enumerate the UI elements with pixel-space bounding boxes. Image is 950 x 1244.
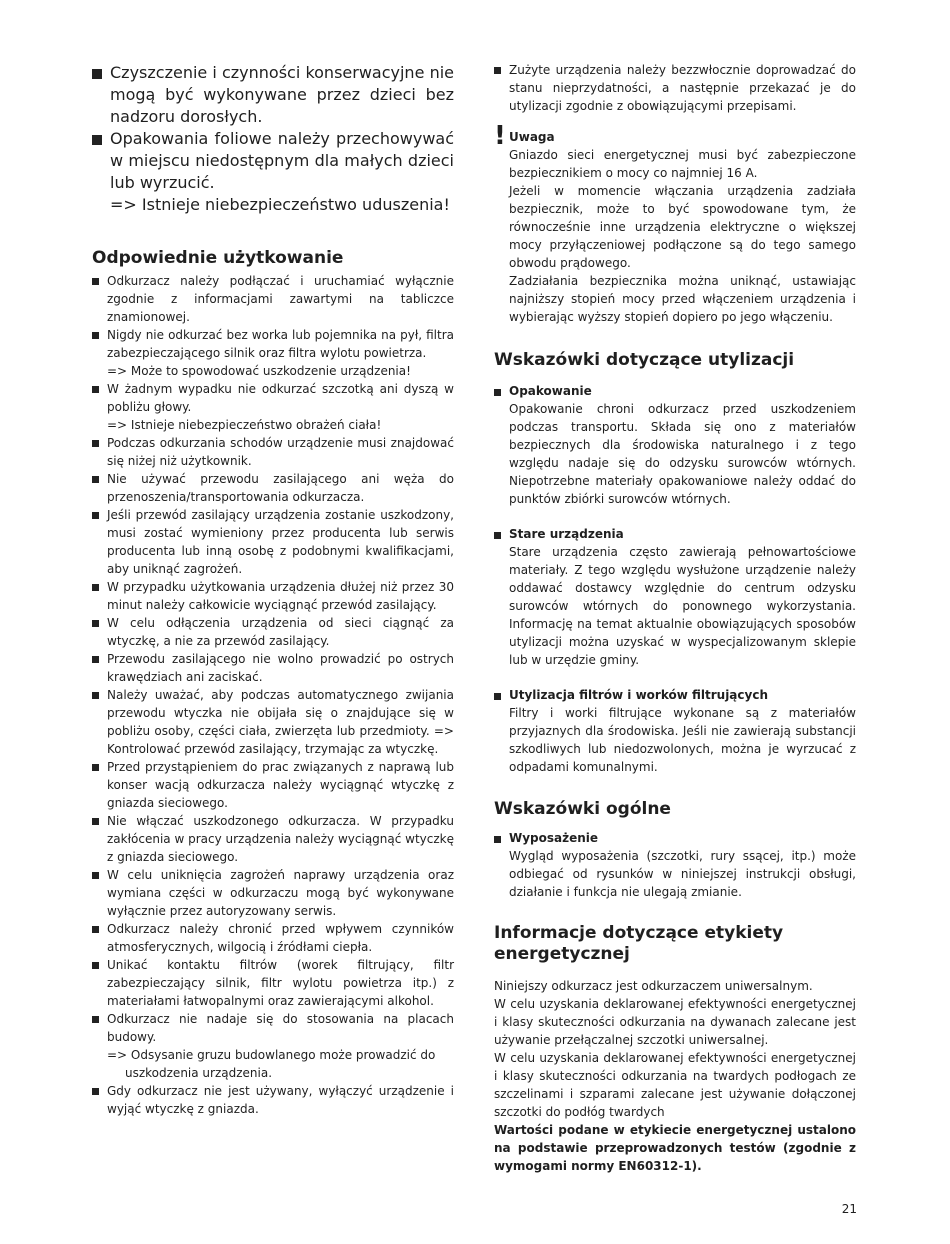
- bullet-square-icon: [494, 693, 501, 700]
- bullet-square-icon: [92, 386, 99, 393]
- list-item: W celu odłączenia urządzenia od sieci ciągnąć za wtyczkę, a nie za przewód zasilający.: [92, 614, 454, 650]
- section-title-usage: Odpowiednie użytkowanie: [92, 248, 344, 268]
- disposal-item: Opakowanie Opakowanie chroni odkurzacz przed uszkodzeniem podczas transportu. Składa się ono z materiałów bezpiecznych dla środowiska naturalnego i z tego względu nadaje się do odzysku surowców wtórnych. Niepotrzebne materiały opakowaniowe należy oddać do punktów zbiórki surowców wtórnych.: [494, 383, 856, 508]
- bullet-square-icon: [92, 332, 99, 339]
- bullet-square-icon: [92, 512, 99, 519]
- usage-list: [92, 272, 454, 1118]
- list-item: Odkurzacz należy chronić przed wpływem czynników atmosferycznych, wilgocią i źródłami ciepła.: [92, 920, 454, 956]
- bullet-square-icon: [92, 926, 99, 933]
- list-item: Gdy odkurzacz nie jest używany, wyłączyć urządzenie i wyjąć wtyczkę z gniazda.: [92, 1082, 454, 1118]
- general-item: Wyposażenie Wygląd wyposażenia (szczotki, rury ssącej, itp.) może odbiegać od rysunków w niniejszej instrukcji obsługi, działanie i funkcja nie ulegają zmianie.: [494, 830, 856, 901]
- list-item: W przypadku użytkowania urządzenia dłużej niż przez 30 minut należy całkowicie wyciągnąć przewód zasilający.: [92, 578, 454, 614]
- intro-item: Opakowania foliowe należy przechowywać w miejscu niedostępnym dla małych dzieci lub wyrzucić. => Istnieje niebezpieczeństwo uduszenia!: [92, 128, 454, 216]
- section-title-disposal: Wskazówki dotyczące utylizacji: [494, 350, 795, 370]
- list-item: Przewodu zasilającego nie wolno prowadzić po ostrych krawędziach ani zaciskać.: [92, 650, 454, 686]
- page-number: 21: [841, 1202, 857, 1216]
- bullet-square-icon: [92, 656, 99, 663]
- list-item: Odkurzacz nie nadaje się do stosowania na placach budowy. => Odsysanie gruzu budowlanego może prowadzić do uszkodzenia urządzenia.: [92, 1010, 454, 1082]
- bullet-square-icon: [494, 836, 501, 843]
- bullet-square-icon: [92, 962, 99, 969]
- bullet-square-icon: [494, 67, 501, 74]
- bullet-square-icon: [494, 532, 501, 539]
- bullet-square-icon: [92, 69, 102, 79]
- bullet-square-icon: [92, 476, 99, 483]
- right-column: Zużyte urządzenia należy bezzwłocznie doprowadzać do stanu nieprzydatności, a następnie przekazać je do utylizacji zgodnie z obowiązującymi przepisami. ! Uwaga Gniazdo sieci energetycznej musi być zabezpieczone bezpiecznikiem o mocy co najmniej 16 A. Jeżeli w momencie włączania urządzenia zadziała bezpiecznik, może to być spowodowane tym, że równocześnie inne urządzenia elektryczne o większej mocy przyłączeniowej podłączone są do tego samego obwodu prądowego. Zadziałania bezpiecznika można uniknąć, ustawiając najniższy stopień mocy przed włączeniem urządzenia i wybierając wyższy stopień dopiero po jego włączeniu. Wskazówki dotyczące utylizacji Opakowanie Opakowanie chroni odkurzacz przed uszkodzeniem podczas transportu. Składa się ono z materiałów bezpiecznych dla środowiska naturalnego i z tego względu nadaje się do odzysku surowców wtórnych. Niepotrzebne materiały opakowaniowe należy oddać do punktów zbiórki surowców wtórnych. Stare urządzenia Stare urządzenia często zawierają pełnowartościowe materiały. Z tego względu wysłużone urządzenie należy oddawać dostawcy względnie do centrum odzysku surowców wtórnych do ponownego wykorzystania. Informację na temat aktualnie obowiązujących sposobów utylizacji można uzyskać w wyspecjalizowanym sklepie lub w urzędzie gminy. Utylizacja filtrów i worków filtrujących Filtry i worki filtrujące wykonane są z materiałów przyjaznych dla środowiska. Jeśli nie zawierają substancji szkodliwych lub niedozwolonych, można je wyrzucać z odpadami komunalnymi. Wskazówki ogólne Wyposażenie Wygląd wyposażenia (szczotki, rury ssącej, itp.) może odbiegać od rysunków w niniejszej instrukcji obsługi, działanie i funkcja nie ulegają zmianie. Informacje dotyczące etykiety energetycznej Niniejszy odkurzacz jest odkurzaczem uniwersalnym. W celu uzyskania deklarowanej efektywności energetycznej i klasy skuteczności odkurzania na dywanach zalecane jest używanie przełączalnej szczotki uniwersalnej. W celu uzyskania deklarowanej efektywności energetycznej i klasy skuteczności odkurzania na twardych podłogach ze szczelinami i szparami zalecane jest używanie dołączonej szczotki do podłóg twardych Wartości podane w etykiecie energetycznej ustalono na podstawie przeprowadzonych testów (zgodnie z wymogami normy EN60312-1).: [494, 63, 856, 1173]
- bullet-square-icon: [92, 135, 102, 145]
- list-item: Należy uważać, aby podczas automatycznego zwijania przewodu wtyczka nie obijała się o znajdujące się w pobliżu osoby, części ciała, zwierzęta lub przedmioty. => Kontrolować przewód zasilający, trzymając za wtyczkę.: [92, 686, 454, 758]
- disposal-item: Stare urządzenia Stare urządzenia często zawierają pełnowartościowe materiały. Z tego względu wysłużone urządzenie należy oddawać dostawcy względnie do centrum odzysku surowców wtórnych do ponownego wykorzystania. Informację na temat aktualnie obowiązujących sposobów utylizacji można uzyskać w wyspecjalizowanym sklepie lub w urzędzie gminy.: [494, 526, 856, 669]
- intro-item: Czyszczenie i czynności konserwacyjne nie mogą być wykonywane przez dzieci bez nadzoru dorosłych.: [92, 62, 454, 128]
- bullet-square-icon: [92, 872, 99, 879]
- bullet-square-icon: [494, 389, 501, 396]
- energy-label-statement: Wartości podane w etykiecie energetycznej ustalono na podstawie przeprowadzonych testów (zgodnie z wymogami normy EN60312-1).: [494, 1123, 856, 1173]
- list-item: Przed przystąpieniem do prac związanych z naprawą lub konser wacją odkurzacza należy wyciągnąć wtyczkę z gniazda sieciowego.: [92, 758, 454, 812]
- list-item: Unikać kontaktu filtrów (worek filtrujący, filtr zabezpieczający silnik, filtr wylotu powietrza itp.) z materiałami łatwopalnymi oraz zawierającymi alkohol.: [92, 956, 454, 1010]
- disposal-notice: Zużyte urządzenia należy bezzwłocznie doprowadzać do stanu nieprzydatności, a następnie przekazać je do utylizacji zgodnie z obowiązującymi przepisami.: [494, 61, 856, 115]
- bullet-square-icon: [92, 440, 99, 447]
- bullet-square-icon: [92, 1088, 99, 1095]
- section-title-energy-label: Informacje dotyczące etykiety energetycznej: [494, 923, 784, 964]
- warning-title: Uwaga: [509, 130, 555, 144]
- list-item: Odkurzacz należy podłączać i uruchamiać wyłącznie zgodnie z informacjami zawartymi na tabliczce znamionowej.: [92, 272, 454, 326]
- bullet-square-icon: [92, 818, 99, 825]
- bullet-square-icon: [92, 584, 99, 591]
- bullet-square-icon: [92, 1016, 99, 1023]
- bullet-square-icon: [92, 692, 99, 699]
- warning-block: ! Uwaga Gniazdo sieci energetycznej musi być zabezpieczone bezpiecznikiem o mocy co najmniej 16 A. Jeżeli w momencie włączania urządzenia zadziała bezpiecznik, może to być spowodowane tym, że równocześnie inne urządzenia elektryczne o większej mocy przyłączeniowej podłączone są do tego samego obwodu prądowego. Zadziałania bezpiecznika można uniknąć, ustawiając najniższy stopień mocy przed włączeniem urządzenia i wybierając wyższy stopień dopiero po jego włączeniu.: [494, 121, 856, 324]
- list-item: Nie włączać uszkodzonego odkurzacza. W przypadku zakłócenia w pracy urządzenia należy wyciągnąć wtyczkę z gniazda sieciowego.: [92, 812, 454, 866]
- list-item: Nie używać przewodu zasilającego ani węża do przenoszenia/transportowania odkurzacza.: [92, 470, 454, 506]
- list-item: Podczas odkurzania schodów urządzenie musi znajdować się niżej niż użytkownik.: [92, 434, 454, 470]
- list-item: W celu uniknięcia zagrożeń naprawy urządzenia oraz wymiana części w odkurzaczu mogą być wykonywane wyłącznie przez autoryzowany serwis.: [92, 866, 454, 920]
- section-title-general: Wskazówki ogólne: [494, 799, 671, 819]
- bullet-square-icon: [92, 764, 99, 771]
- list-item: W żadnym wypadku nie odkurzać szczotką ani dyszą w pobliżu głowy. => Istnieje niebezpieczeństwo obrażeń ciała!: [92, 380, 454, 434]
- left-column: [92, 0, 454, 1118]
- bullet-square-icon: [92, 620, 99, 627]
- exclamation-icon: !: [494, 121, 506, 151]
- list-item: Nigdy nie odkurzać bez worka lub pojemnika na pył, filtra zabezpieczającego silnik oraz filtra wylotu powietrza. => Może to spowodować uszkodzenie urządzenia!: [92, 326, 454, 380]
- list-item: Jeśli przewód zasilający urządzenia zostanie uszkodzony, musi zostać wymieniony przez producenta lub serwis producenta lub inną osobę z podobnymi kwalifikacjami, aby uniknąć zagrożeń.: [92, 506, 454, 578]
- bullet-square-icon: [92, 278, 99, 285]
- disposal-item: Utylizacja filtrów i worków filtrujących Filtry i worki filtrujące wykonane są z materiałów przyjaznych dla środowiska. Jeśli nie zawierają substancji szkodliwych lub niedozwolonych, można je wyrzucać z odpadami komunalnymi.: [494, 687, 856, 776]
